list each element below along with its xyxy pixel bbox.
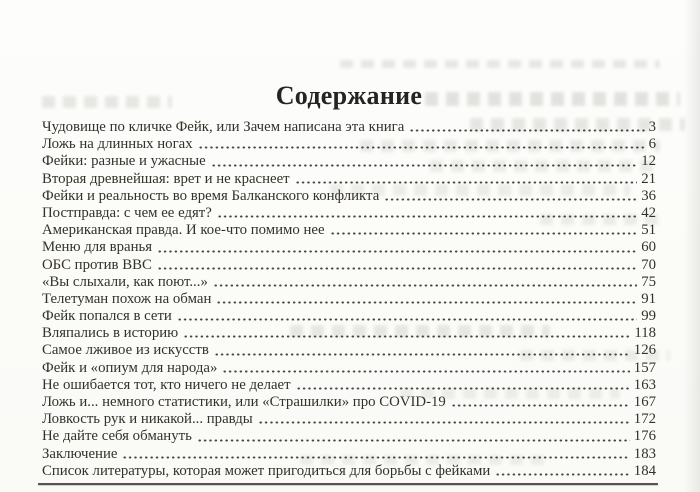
dot-leader — [213, 274, 637, 291]
page-title: Содержание — [275, 81, 423, 110]
dot-leader — [330, 222, 638, 239]
toc-entry-title: Фейки и реальность во время Балканского конфликта — [42, 187, 380, 204]
toc-entry-title: «Вы слыхали, как поют...» — [42, 273, 208, 290]
dot-leader — [451, 394, 630, 411]
toc-entry — [42, 205, 656, 222]
toc-entry-title: Заключение — [42, 445, 118, 462]
dot-leader — [296, 377, 630, 394]
toc-entry-title: Телетуман похож на обман — [42, 290, 212, 307]
toc-entry-page: 60 — [641, 239, 656, 256]
toc-entry-page: 3 — [648, 119, 656, 135]
toc-entry-title: Фейк и «опиум для народа» — [42, 359, 218, 376]
toc-entry-title: Американская правда. И кое-что помимо нее — [42, 222, 325, 239]
dot-leader — [157, 257, 637, 274]
toc-entry — [42, 377, 656, 394]
toc-entry-title: Ложь на длинных ногах — [42, 136, 193, 153]
toc-entry-title: Не дайте себя обмануть — [42, 428, 192, 445]
toc-entry-title: Ложь и... немного статистики, или «Страшилки» про COVID-19 — [42, 394, 446, 410]
toc-entry — [42, 463, 656, 480]
dot-leader — [214, 342, 630, 359]
dot-leader — [197, 428, 630, 445]
toc-entry — [42, 308, 656, 325]
dot-leader — [222, 360, 629, 377]
dot-leader — [384, 188, 637, 205]
dot-leader — [211, 153, 638, 170]
dot-leader — [258, 411, 630, 428]
toc-entry — [42, 360, 656, 377]
toc-list — [42, 119, 656, 480]
toc-entry — [42, 222, 656, 239]
toc-entry-page: 91 — [641, 290, 656, 307]
toc-entry-title: Чудовище по кличке Фейк, или Зачем написана эта книга — [42, 119, 405, 135]
dot-leader — [409, 119, 644, 136]
toc-entry-title: Список литературы, которая может пригодиться для борьбы с фейками — [42, 462, 491, 479]
toc-entry — [42, 428, 656, 445]
toc-entry — [42, 119, 656, 136]
toc-entry-title: ОБС против ВВС — [42, 256, 152, 273]
dot-leader — [177, 308, 637, 325]
dot-leader — [183, 325, 630, 342]
toc-entry — [42, 394, 656, 411]
toc-entry — [42, 257, 656, 274]
dot-leader — [216, 291, 637, 308]
toc-entry-page: 126 — [633, 342, 656, 359]
toc-entry — [42, 188, 656, 205]
dot-leader — [495, 463, 630, 480]
toc-entry — [42, 239, 656, 256]
toc-entry-page: 157 — [633, 359, 656, 376]
toc-entry — [42, 446, 656, 463]
toc-entry — [42, 342, 656, 359]
page-bottom-rule — [38, 483, 658, 485]
toc-entry-page: 167 — [633, 394, 656, 410]
toc-entry-page: 176 — [633, 428, 656, 445]
dot-leader — [198, 136, 645, 153]
toc-entry-page: 118 — [634, 325, 656, 342]
toc-entry — [42, 171, 656, 188]
dot-leader — [122, 446, 629, 463]
toc-entry — [42, 291, 656, 308]
toc-entry-page: 183 — [633, 445, 656, 462]
toc-entry-page: 51 — [641, 222, 656, 239]
dot-leader — [157, 239, 637, 256]
dot-leader — [295, 171, 638, 188]
toc-entry-title: Вляпались в историю — [42, 325, 179, 342]
toc-entry-title: Не ошибается тот, кто ничего не делает — [42, 376, 291, 393]
toc-entry — [42, 136, 656, 153]
toc-entry — [42, 325, 656, 342]
toc-entry-page: 75 — [641, 273, 656, 290]
toc-entry-page: 99 — [641, 308, 656, 325]
toc-entry-page: 6 — [648, 136, 656, 153]
toc-entry-page: 184 — [633, 462, 656, 479]
toc-entry-title: Фейки: разные и ужасные — [42, 153, 206, 170]
toc-entry-title: Самое лживое из искусств — [42, 342, 209, 359]
show-through-text-ghost — [340, 60, 660, 68]
toc-entry-page: 70 — [641, 256, 656, 273]
toc-entry — [42, 274, 656, 291]
toc-entry-page: 42 — [641, 204, 656, 221]
toc-entry — [42, 153, 656, 170]
toc-entry-page: 12 — [641, 153, 656, 170]
toc-entry-page: 172 — [633, 411, 656, 428]
dot-leader — [217, 205, 637, 222]
toc-entry-title: Фейк попался в сети — [42, 308, 172, 325]
toc-entry — [42, 411, 656, 428]
toc-entry-title: Меню для вранья — [42, 239, 153, 256]
toc-entry-title: Постправда: с чем ее едят? — [42, 204, 212, 221]
toc-entry-page: 21 — [641, 170, 656, 187]
toc-entry-title: Ловкость рук и никакой... правды — [42, 411, 253, 428]
toc-entry-page: 163 — [633, 376, 656, 393]
toc-entry-title: Вторая древнейшая: врет и не краснеет — [42, 170, 290, 187]
toc-entry-page: 36 — [641, 187, 656, 204]
